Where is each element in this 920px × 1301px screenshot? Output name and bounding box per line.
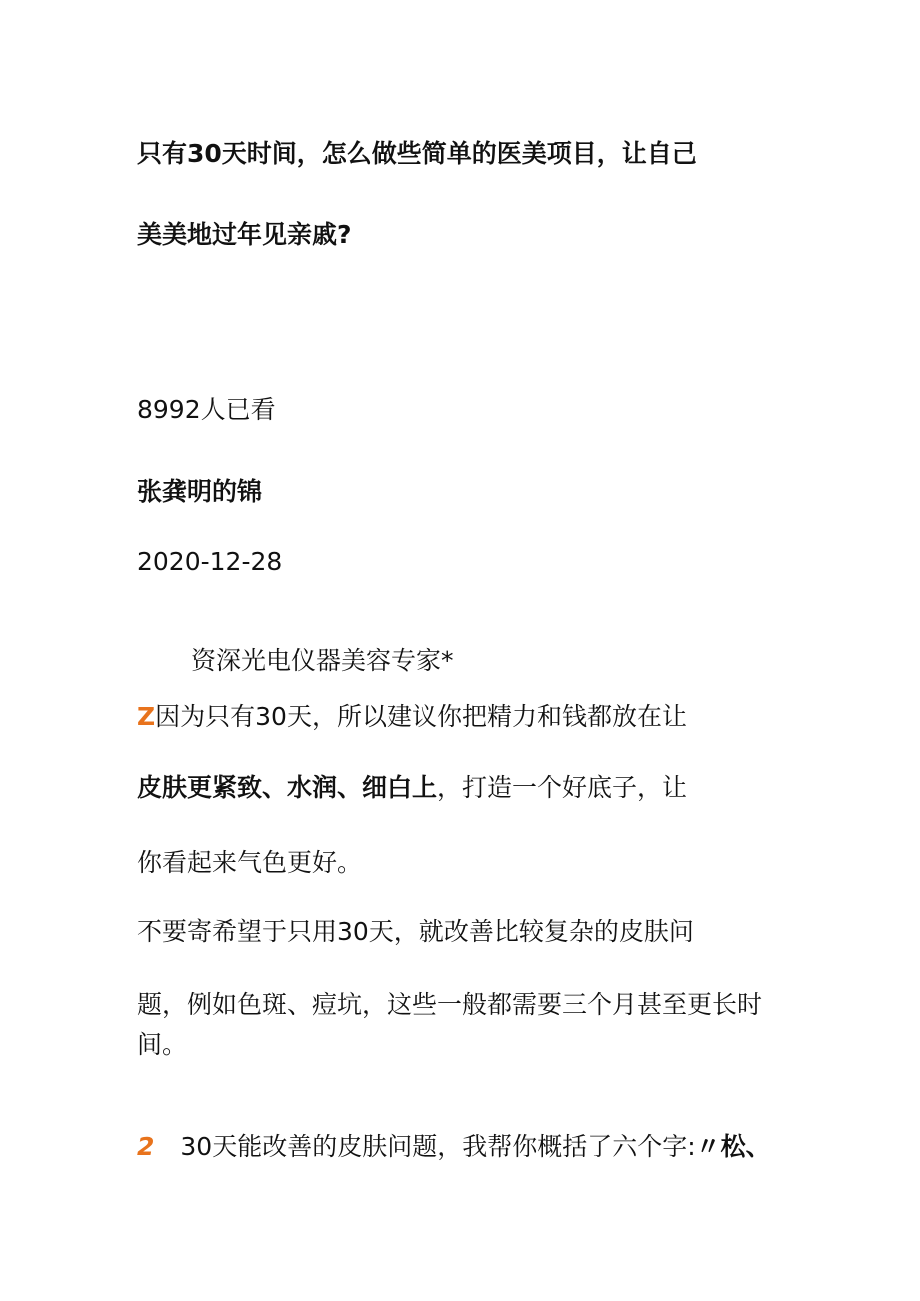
paragraph-1-text: 因为只有30天，所以建议你把精力和钱都放在让 [155,702,687,731]
paragraph-3-quote-mark: 〃 [695,1132,721,1161]
paragraph-2-line-2: 题，例如色斑、痘坑，这些一般都需要三个月甚至更长时 [137,990,763,1019]
article-title-line-2: 美美地过年见亲戚? [137,220,352,249]
paragraph-1-line-2 [137,775,687,800]
publish-date: 2020-12-28 [137,547,283,576]
paragraph-3-marker: 2 [137,1132,155,1161]
paragraph-1-line-1 [137,704,687,729]
paragraph-2-line-3: 间。 [137,1030,188,1059]
paragraph-3-line-1 [137,1134,771,1159]
paragraph-1-marker: Z [137,702,156,731]
paragraph-1-bold-phrase: 皮肤更紧致、水润、细白上 [137,773,438,802]
author-name: 张龚明的锦 [137,477,263,506]
paragraph-1-line-3: 你看起来气色更好。 [137,848,363,877]
paragraph-2-line-1: 不要寄希望于只用30天，就改善比较复杂的皮肤问 [137,917,694,946]
paragraph-1-line-2-rest: ，打造一个好底子，让 [437,773,688,802]
view-count: 8992人已看 [137,395,276,424]
expert-subtitle: 资深光电仪器美容专家* [191,646,454,675]
paragraph-3-bold-tail: 松、 [720,1132,771,1161]
paragraph-3-text: 30天能改善的皮肤问题，我帮你概括了六个字: [180,1132,696,1161]
article-title-line-1: 只有30天时间，怎么做些简单的医美项目，让自己 [137,139,697,168]
